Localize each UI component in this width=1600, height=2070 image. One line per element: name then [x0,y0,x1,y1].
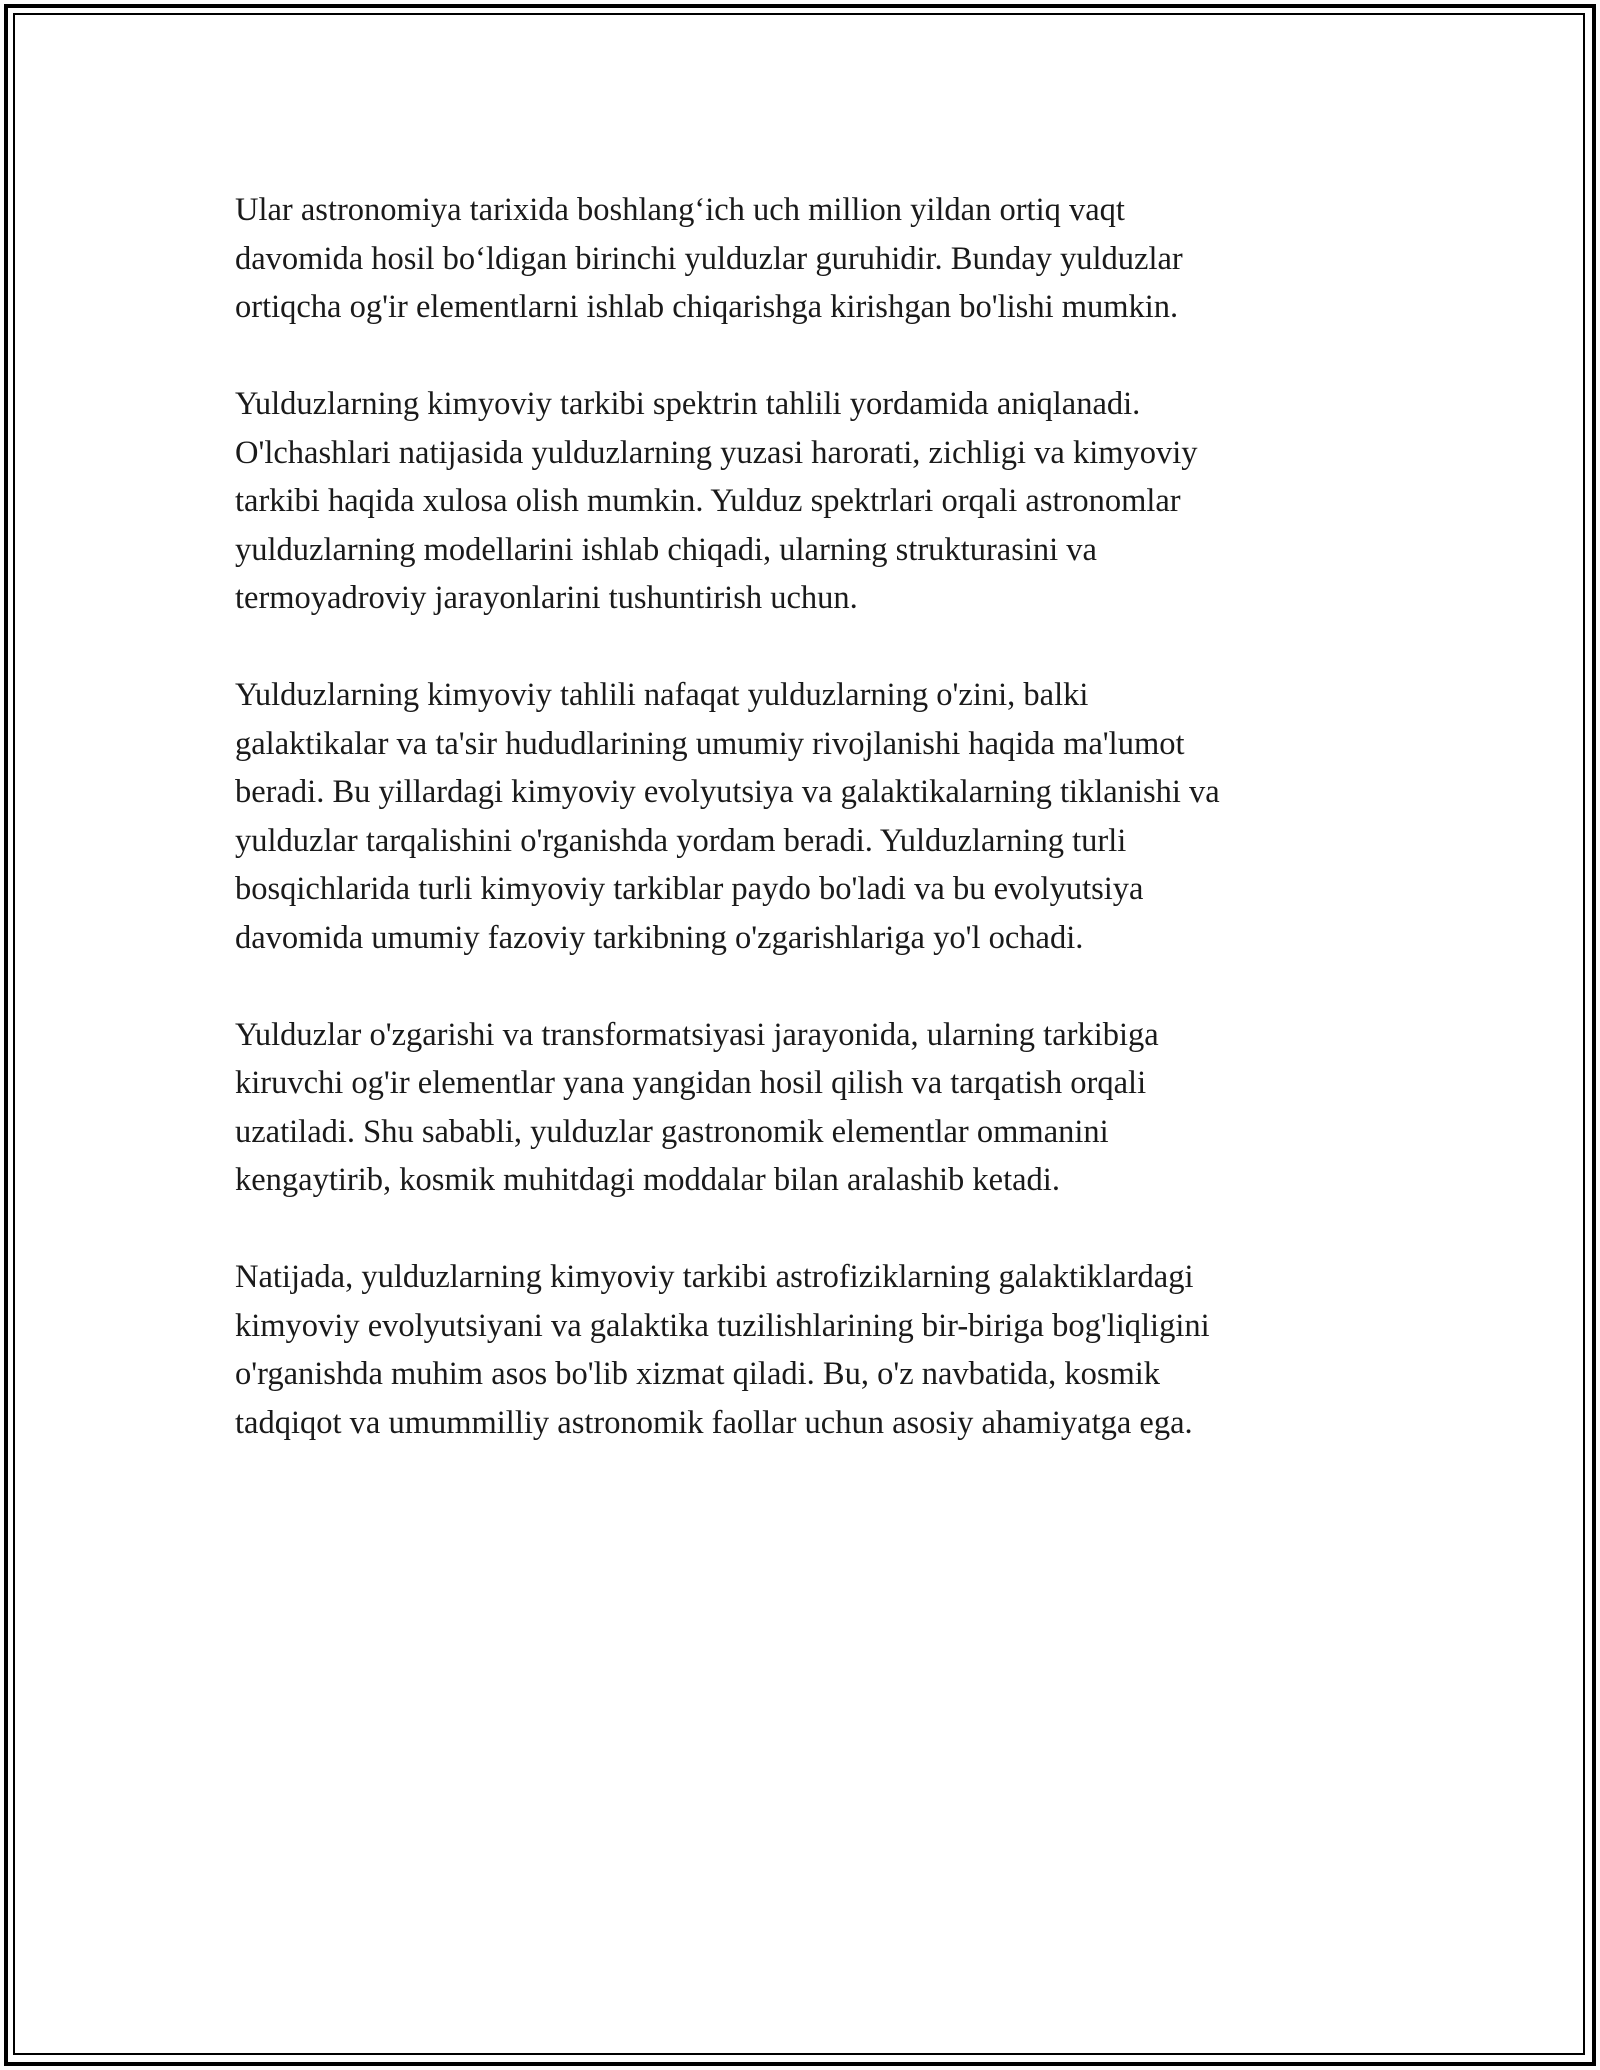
paragraph-line: Ular astronomiya tarixida boshlang‘ich uch million yildan ortiq vaqt [235,192,1125,228]
document-body [235,186,1365,1496]
paragraph-line: termoyadroviy jarayonlarini tushuntirish uchun. [235,580,858,616]
paragraph-line: tadqiqot va umummilliy astronomik faollar uchun asosiy ahamiyatga ega. [235,1404,1193,1441]
paragraph-3 [235,671,1365,962]
paragraph-line: O'lchashlari natijasida yulduzlarning yuzasi harorati, zichligi va kimyoviy [235,434,1198,471]
paragraph-line: Yulduzlarning kimyoviy tahlili nafaqat yulduzlarning o'zini, balki [235,677,1089,713]
paragraph-2 [235,380,1365,623]
paragraph-line: ortiqcha og'ir elementlarni ishlab chiqarishga kirishgan bo'lishi mumkin. [235,289,1179,325]
paragraph-line: beradi. Bu yillardagi kimyoviy evolyutsiya va galaktikalarning tiklanishi va [235,774,1220,810]
paragraph-line: tarkibi haqida xulosa olish mumkin. Yulduz spektrlari orqali astronomlar [235,483,1181,519]
paragraph-line: Natijada, yulduzlarning kimyoviy tarkibi astrofiziklarning galaktiklardagi [235,1259,1194,1295]
paragraph-4 [235,1011,1365,1205]
paragraph-line: davomida umumiy fazoviy tarkibning o'zgarishlariga yo'l ochadi. [235,919,1084,956]
paragraph-line: kimyoviy evolyutsiyani va galaktika tuzilishlarining bir-biriga bog'liqligini [235,1307,1210,1344]
paragraph-5 [235,1253,1365,1447]
paragraph-line: Yulduzlarning kimyoviy tarkibi spektrin tahlili yordamida aniqlanadi. [235,386,1141,422]
paragraph-line: uzatiladi. Shu sababli, yulduzlar gastronomik elementlar ommanini [235,1113,1109,1150]
paragraph-line: Yulduzlar o'zgarishi va transformatsiyasi jarayonida, ularning tarkibiga [235,1016,1159,1053]
paragraph-line: galaktikalar va ta'sir hududlarining umumiy rivojlanishi haqida ma'lumot [235,725,1185,762]
paragraph-line: kengaytirib, kosmik muhitdagi moddalar bilan aralashib ketadi. [235,1162,1060,1198]
paragraph-line: bosqichlarida turli kimyoviy tarkiblar paydo bo'ladi va bu evolyutsiya [235,871,1144,907]
paragraph-line: kiruvchi og'ir elementlar yana yangidan hosil qilish va tarqatish orqali [235,1065,1147,1101]
paragraph-line: davomida hosil bo‘ldigan birinchi yulduzlar guruhidir. Bunday yulduzlar [235,240,1183,277]
paragraph-1 [235,186,1365,332]
paragraph-line: o'rganishda muhim asos bo'lib xizmat qiladi. Bu, o'z navbatida, kosmik [235,1356,1161,1392]
paragraph-line: yulduzlar tarqalishini o'rganishda yordam beradi. Yulduzlarning turli [235,822,1127,859]
paragraph-line: yulduzlarning modellarini ishlab chiqadi, ularning strukturasini va [235,531,1097,568]
